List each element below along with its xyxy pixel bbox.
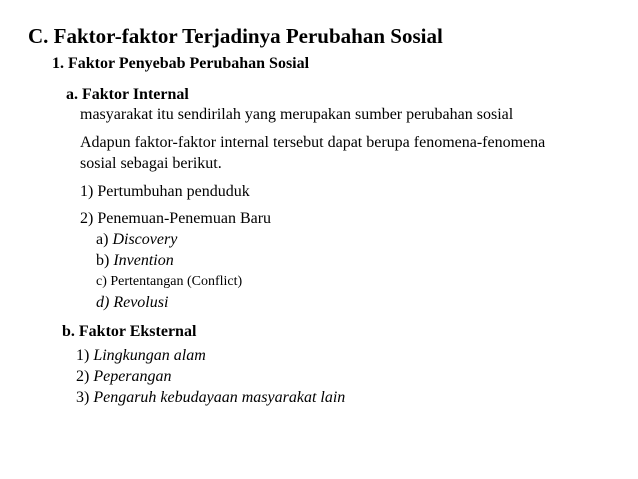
external-item-text: Lingkungan alam — [93, 347, 206, 364]
internal-intro-line-2: sosial sebagai berikut. — [80, 155, 222, 172]
external-item-text: Pengaruh kebudayaan masyarakat lain — [93, 389, 346, 406]
internal-item-population: 1) Pertumbuhan penduduk — [80, 183, 250, 200]
external-item-prefix: 2) — [76, 368, 94, 385]
sub-item-text: Invention — [113, 252, 174, 269]
internal-item-inventions: 2) Penemuan-Penemuan Baru — [80, 210, 272, 227]
sub-item-text: d) Revolusi — [96, 294, 169, 311]
sub-item-invention — [96, 252, 174, 270]
slide-title: C. Faktor-faktor Terjadinya Perubahan Sosial — [28, 24, 443, 48]
sub-item-prefix: a) — [96, 231, 113, 248]
external-heading: b. Faktor Eksternal — [62, 323, 197, 340]
sub-item-text: Discovery — [112, 231, 178, 248]
sub-item-prefix: b) — [96, 252, 114, 269]
external-item-culture — [76, 389, 345, 407]
external-item-prefix: 1) — [76, 347, 94, 364]
sub-item-revolution — [96, 294, 168, 312]
sub-item-discovery — [96, 231, 177, 249]
internal-description: masyarakat itu sendirilah yang merupakan sumber perubahan sosial — [80, 106, 514, 123]
external-item-war — [76, 368, 172, 386]
section-heading: 1. Faktor Penyebab Perubahan Sosial — [52, 55, 310, 72]
external-item-environment — [76, 347, 206, 365]
external-item-text: Peperangan — [93, 368, 172, 385]
sub-item-text: c) Pertentangan (Conflict) — [96, 274, 243, 289]
sub-item-conflict — [96, 274, 242, 290]
external-item-prefix: 3) — [76, 389, 94, 406]
internal-intro-line-1: Adapun faktor-faktor internal tersebut dapat berupa fenomena-fenomena — [80, 134, 546, 151]
internal-heading: a. Faktor Internal — [66, 86, 189, 103]
